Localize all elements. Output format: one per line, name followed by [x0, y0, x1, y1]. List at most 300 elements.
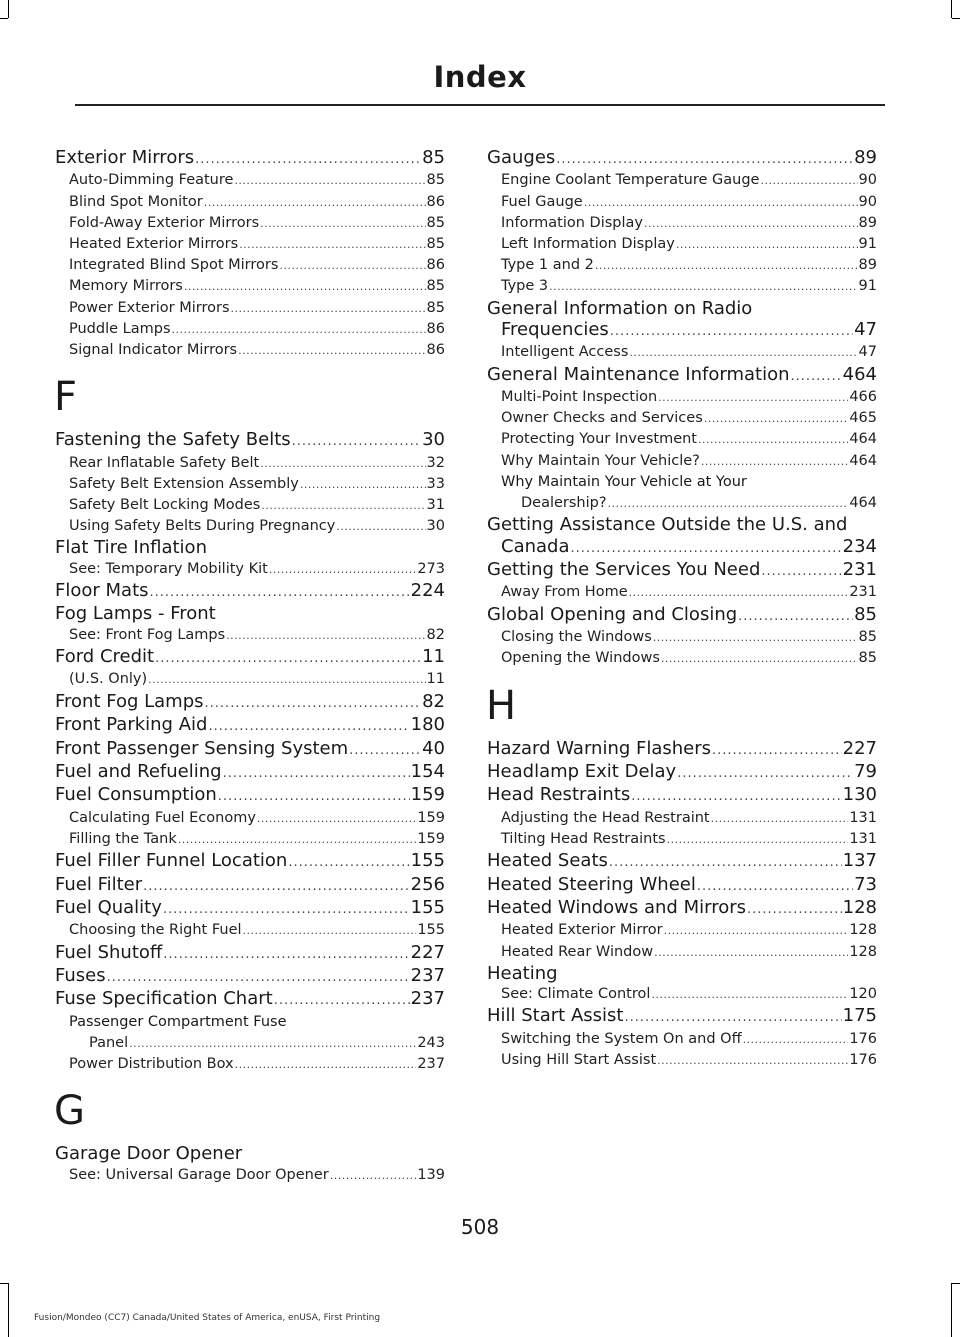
dot-leader: [172, 319, 426, 340]
entry-label: Calculating Fuel Economy: [69, 809, 256, 826]
dot-leader: [624, 1007, 841, 1028]
dot-leader: [163, 899, 410, 920]
page-ref: 273: [417, 560, 445, 577]
page-ref: 237: [410, 988, 445, 1010]
index-subentry-integrated-blind-spot-mirrors: [55, 255, 445, 276]
index-subentry-using-hill-start-assist: [487, 1050, 877, 1071]
page-ref: 237: [417, 1056, 445, 1073]
page-ref: 175: [842, 1005, 877, 1027]
index-subentry-puddle-lamps: [55, 319, 445, 340]
page-ref: 154: [410, 760, 445, 782]
page-ref: 131: [849, 809, 877, 826]
entry-label: See: Temporary Mobility Kit: [69, 560, 268, 577]
crop-mark-top-left: [8, 0, 9, 18]
index-subentry-dealership: [487, 493, 877, 514]
page-ref: 155: [410, 850, 445, 872]
dot-leader: [761, 561, 841, 582]
index-subentry-fuel-gauge: [487, 192, 877, 213]
entry-label: Auto-Dimming Feature: [69, 172, 234, 189]
dot-leader: [658, 387, 848, 408]
entry-label: Dealership?: [521, 495, 607, 512]
page-ref: 224: [410, 580, 445, 602]
index-subentry-engine-coolant-temperature-gauge: [487, 170, 877, 191]
index-entry-front-parking-aid: [55, 714, 445, 737]
index-subentry-memory-mirrors: [55, 276, 445, 297]
dot-leader: [571, 538, 842, 559]
dot-leader: [747, 899, 842, 920]
page-ref: 85: [426, 299, 445, 316]
index-subentry-blind-spot-monitor: [55, 192, 445, 213]
page-ref: 464: [849, 452, 877, 469]
dot-leader: [667, 829, 849, 850]
index-subentry-filling-the-tank: [55, 829, 445, 850]
entry-label: Filling the Tank: [69, 830, 177, 847]
dot-leader: [195, 149, 421, 170]
index-entry-heated-steering-wheel: [487, 874, 877, 897]
page-ref: 234: [842, 535, 877, 557]
index-entry-fuel-shutoff: [55, 942, 445, 965]
entry-label: Rear Inflatable Safety Belt: [69, 454, 260, 471]
index-subentry-see-temporary-mobility-kit: [55, 559, 445, 580]
index-subentry-choosing-the-right-fuel: [55, 920, 445, 941]
index-entry-fuse-specification-chart: [55, 988, 445, 1011]
entry-label: Front Fog Lamps: [55, 690, 204, 712]
index-subentry-safety-belt-locking-modes: [55, 495, 445, 516]
page-ref: 85: [422, 147, 445, 168]
entry-label: Signal Indicator Mirrors: [69, 342, 238, 359]
dot-leader: [292, 431, 421, 452]
dot-leader: [148, 669, 425, 690]
index-subentry-away-from-home: [487, 582, 877, 603]
entry-label: General Maintenance Information: [487, 363, 790, 385]
index-subentry-multi-point-inspection: [487, 387, 877, 408]
index-subentry-rear-inflatable-safety-belt: [55, 453, 445, 474]
dot-leader: [743, 1029, 849, 1050]
dot-leader: [698, 429, 848, 450]
index-entry-front-fog-lamps: [55, 691, 445, 714]
dot-leader: [269, 559, 416, 580]
crop-mark-bottom-right-h: [952, 1283, 960, 1284]
page-ref: 73: [854, 873, 877, 895]
entry-label: Heated Rear Window: [501, 943, 654, 960]
page-ref: 231: [849, 584, 877, 601]
dot-leader: [184, 276, 426, 297]
index-subentry-heated-exterior-mirror: [487, 920, 877, 941]
page-ref: 31: [426, 497, 445, 514]
dot-leader: [609, 852, 842, 873]
entry-label: Fuel Consumption: [55, 784, 217, 806]
page-ref: 227: [842, 737, 877, 759]
index-subentry-calculating-fuel-economy: [55, 808, 445, 829]
index-entry-fuses: [55, 965, 445, 988]
entry-label: Gauges: [487, 147, 556, 168]
page-ref: 176: [849, 1030, 877, 1047]
page-ref: 33: [426, 475, 445, 492]
index-entry-fuel-and-refueling: [55, 761, 445, 784]
page-ref: 130: [842, 784, 877, 806]
index-entry-fuel-quality: [55, 897, 445, 920]
entry-label: Power Exterior Mirrors: [69, 299, 230, 316]
page-ref: 85: [426, 278, 445, 295]
dot-leader: [260, 453, 425, 474]
entry-label: Using Hill Start Assist: [501, 1051, 657, 1068]
dot-leader: [610, 321, 853, 342]
dot-leader: [677, 763, 853, 784]
entry-label: Fuel Filler Funnel Location: [55, 850, 288, 872]
entry-label: Switching the System On and Off: [501, 1030, 742, 1047]
crop-mark-bottom-right: [951, 1283, 952, 1337]
index-entry-gauges: [487, 147, 877, 170]
dot-leader: [711, 808, 849, 829]
dot-leader: [243, 920, 417, 941]
page-ref: 256: [410, 873, 445, 895]
dot-leader: [261, 495, 425, 516]
title-rule: [75, 104, 885, 106]
index-entry-getting-the-services-you-need: [487, 559, 877, 582]
dot-leader: [661, 648, 858, 669]
index-heading-fog-lamps-front: Fog Lamps - Front: [55, 603, 216, 625]
page-ref: 227: [410, 941, 445, 963]
index-subheading-passenger-compartment-fuse: Passenger Compartment Fuse: [69, 1013, 287, 1030]
dot-leader: [238, 340, 425, 361]
dot-leader: [129, 1033, 416, 1054]
dot-leader: [143, 876, 409, 897]
dot-leader: [595, 255, 858, 276]
index-heading-flat-tire-inflation: Flat Tire Inflation: [55, 537, 207, 559]
index-subentry-information-display: [487, 213, 877, 234]
crop-mark-top-right-h: [952, 18, 960, 19]
entry-label: Tilting Head Restraints: [501, 830, 666, 847]
entry-label: Choosing the Right Fuel: [69, 922, 242, 939]
section-letter-g: G: [54, 1088, 85, 1135]
page-number: 508: [460, 1215, 500, 1239]
entry-label: Fuel Filter: [55, 873, 143, 895]
entry-label: Power Distribution Box: [69, 1056, 234, 1073]
index-subentry-adjusting-the-head-restraint: [487, 808, 877, 829]
entry-label: Owner Checks and Services: [501, 410, 703, 427]
page-ref: 82: [426, 626, 445, 643]
dot-leader: [208, 716, 409, 737]
index-entry-hazard-warning-flashers: [487, 738, 877, 761]
entry-label: Global Opening and Closing: [487, 603, 738, 625]
entry-label: Protecting Your Investment: [501, 431, 697, 448]
page-ref: 90: [858, 172, 877, 189]
entry-label: Fuel and Refueling: [55, 760, 222, 782]
entry-label: (U.S. Only): [69, 671, 148, 688]
dot-leader: [107, 967, 410, 988]
page-ref: 85: [858, 650, 877, 667]
index-subentry-see-universal-garage-door-opener: [55, 1165, 445, 1186]
entry-label: Fuel Gauge: [501, 193, 583, 210]
crop-mark-bottom-left: [8, 1283, 9, 1337]
index-subentry-tilting-head-restraints: [487, 829, 877, 850]
page-ref: 89: [854, 147, 877, 168]
index-subentry-protecting-your-investment: [487, 429, 877, 450]
dot-leader: [653, 627, 858, 648]
page-ref: 30: [422, 429, 445, 451]
entry-label: Type 3: [501, 278, 549, 295]
entry-label: Integrated Blind Spot Mirrors: [69, 257, 279, 274]
dot-leader: [631, 786, 841, 807]
dot-leader: [150, 582, 410, 603]
index-subentry-type-1-and-2: [487, 255, 877, 276]
dot-leader: [791, 366, 842, 387]
page-ref: 237: [410, 964, 445, 986]
page-ref: 90: [858, 193, 877, 210]
index-subentry-switching-the-system-on-and-off: [487, 1029, 877, 1050]
page-ref: 139: [417, 1166, 445, 1183]
index-entry-headlamp-exit-delay: [487, 761, 877, 784]
dot-leader: [234, 170, 425, 191]
dot-leader: [274, 990, 410, 1011]
index-subentry-u-s-only: [55, 669, 445, 690]
index-entry-fuel-consumption: [55, 784, 445, 807]
dot-leader: [704, 408, 849, 429]
entry-label: Exterior Mirrors: [55, 147, 195, 168]
entry-label: Floor Mats: [55, 580, 149, 602]
entry-label: Head Restraints: [487, 784, 631, 806]
dot-leader: [239, 234, 425, 255]
index-column-right: [487, 147, 877, 1071]
dot-leader: [697, 876, 853, 897]
page-ref: 32: [426, 454, 445, 471]
page-title: Index: [433, 60, 527, 94]
dot-leader: [336, 516, 425, 537]
page-ref: 155: [410, 896, 445, 918]
index-subheading-why-maintain-your-vehicle-at-your: Why Maintain Your Vehicle at Your: [501, 473, 747, 490]
dot-leader: [178, 829, 417, 850]
page-ref: 466: [849, 389, 877, 406]
page-ref: 91: [858, 278, 877, 295]
entry-label: Memory Mirrors: [69, 278, 183, 295]
page-ref: 180: [410, 714, 445, 736]
dot-leader: [644, 213, 858, 234]
page-ref: 89: [858, 257, 877, 274]
page-ref: 79: [854, 760, 877, 782]
index-subentry-safety-belt-extension-assembly: [55, 474, 445, 495]
page-ref: 159: [417, 809, 445, 826]
index-heading-getting-assistance-outside-the-u-s-and: Getting Assistance Outside the U.S. and: [487, 514, 848, 536]
dot-leader: [629, 342, 857, 363]
entry-label: Why Maintain Your Vehicle?: [501, 452, 700, 469]
dot-leader: [738, 606, 853, 627]
entry-label: Getting the Services You Need: [487, 559, 761, 581]
entry-label: See: Climate Control: [501, 986, 651, 1003]
page-ref: 86: [426, 257, 445, 274]
index-heading-heating: Heating: [487, 962, 558, 984]
entry-label: Engine Coolant Temperature Gauge: [501, 172, 760, 189]
section-letter-f: F: [54, 374, 78, 421]
index-subentry-type-3: [487, 276, 877, 297]
index-entry-canada: [487, 536, 877, 559]
dot-leader: [760, 170, 857, 191]
page-ref: 464: [849, 495, 877, 512]
page-ref: 159: [410, 784, 445, 806]
entry-label: Fuel Quality: [55, 896, 162, 918]
entry-label: Opening the Windows: [501, 650, 660, 667]
page-ref: 120: [849, 986, 877, 1003]
index-subentry-see-front-fog-lamps: [55, 625, 445, 646]
entry-label: Multi-Point Inspection: [501, 389, 658, 406]
crop-mark-bottom-left-h: [0, 1283, 8, 1284]
index-entry-exterior-mirrors: [55, 147, 445, 170]
page-ref: 86: [426, 193, 445, 210]
dot-leader: [231, 298, 426, 319]
index-column-left: [55, 147, 445, 1186]
index-entry-fuel-filler-funnel-location: [55, 850, 445, 873]
entry-label: Headlamp Exit Delay: [487, 760, 677, 782]
entry-label: Heated Windows and Mirrors: [487, 896, 746, 918]
index-subentry-opening-the-windows: [487, 648, 877, 669]
page-ref: 11: [422, 646, 445, 668]
entry-label: Canada: [501, 535, 570, 557]
entry-label: Type 1 and 2: [501, 257, 594, 274]
page-ref: 131: [849, 830, 877, 847]
dot-leader: [288, 852, 409, 873]
entry-label: Safety Belt Extension Assembly: [69, 475, 299, 492]
index-entry-floor-mats: [55, 580, 445, 603]
index-subentry-panel: [55, 1033, 445, 1054]
index-entry-frequencies: [487, 319, 877, 342]
entry-label: Heated Exterior Mirrors: [69, 236, 239, 253]
dot-leader: [257, 808, 416, 829]
entry-label: Adjusting the Head Restraint: [501, 809, 710, 826]
index-subentry-signal-indicator-mirrors: [55, 340, 445, 361]
dot-leader: [235, 1054, 417, 1075]
index-subentry-using-safety-belts-during-pregnancy: [55, 516, 445, 537]
dot-leader: [584, 192, 858, 213]
page-ref: 231: [842, 559, 877, 581]
index-subentry-closing-the-windows: [487, 627, 877, 648]
page-ref: 30: [426, 518, 445, 535]
page-ref: 85: [426, 214, 445, 231]
dot-leader: [223, 763, 410, 784]
entry-label: Information Display: [501, 214, 643, 231]
index-subentry-owner-checks-and-services: [487, 408, 877, 429]
dot-leader: [629, 582, 849, 603]
index-subentry-power-exterior-mirrors: [55, 298, 445, 319]
entry-label: Fold-Away Exterior Mirrors: [69, 214, 260, 231]
page-ref: 85: [854, 603, 877, 625]
index-entry-global-opening-and-closing: [487, 604, 877, 627]
entry-label: Fuses: [55, 964, 106, 986]
entry-label: Fastening the Safety Belts: [55, 429, 291, 451]
dot-leader: [654, 942, 848, 963]
entry-label: Hill Start Assist: [487, 1005, 624, 1027]
entry-label: Safety Belt Locking Modes: [69, 497, 261, 514]
page-ref: 464: [849, 431, 877, 448]
entry-label: Puddle Lamps: [69, 320, 171, 337]
entry-label: Heated Steering Wheel: [487, 873, 696, 895]
dot-leader: [205, 693, 422, 714]
dot-leader: [657, 1050, 848, 1071]
page-ref: 91: [858, 236, 877, 253]
page-ref: 11: [426, 671, 445, 688]
entry-label: Left Information Display: [501, 236, 675, 253]
index-entry-heated-windows-and-mirrors: [487, 897, 877, 920]
page-ref: 40: [422, 737, 445, 759]
index-subentry-heated-exterior-mirrors: [55, 234, 445, 255]
index-subentry-intelligent-access: [487, 342, 877, 363]
index-heading-garage-door-opener: Garage Door Opener: [55, 1143, 243, 1165]
page-ref: 82: [422, 690, 445, 712]
dot-leader: [218, 786, 410, 807]
entry-label: Fuse Specification Chart: [55, 988, 273, 1010]
entry-label: Using Safety Belts During Pregnancy: [69, 518, 336, 535]
dot-leader: [163, 944, 409, 965]
index-subentry-power-distribution-box: [55, 1054, 445, 1075]
index-entry-heated-seats: [487, 850, 877, 873]
page-ref: 137: [842, 850, 877, 872]
entry-label: Intelligent Access: [501, 344, 629, 361]
entry-label: Blind Spot Monitor: [69, 193, 203, 210]
index-entry-fastening-the-safety-belts: [55, 429, 445, 452]
index-entry-head-restraints: [487, 784, 877, 807]
page-ref: 465: [849, 410, 877, 427]
entry-label: Heated Exterior Mirror: [501, 922, 663, 939]
dot-leader: [676, 234, 858, 255]
index-subentry-why-maintain-your-vehicle: [487, 451, 877, 472]
dot-leader: [260, 213, 425, 234]
entry-label: Fuel Shutoff: [55, 941, 163, 963]
dot-leader: [549, 276, 857, 297]
index-entry-fuel-filter: [55, 874, 445, 897]
dot-leader: [349, 740, 421, 761]
dot-leader: [712, 740, 842, 761]
page-ref: 464: [842, 363, 877, 385]
entry-label: Hazard Warning Flashers: [487, 737, 712, 759]
dot-leader: [279, 255, 425, 276]
page-ref: 85: [426, 236, 445, 253]
index-subentry-heated-rear-window: [487, 942, 877, 963]
dot-leader: [155, 648, 421, 669]
index-heading-general-information-on-radio: General Information on Radio: [487, 297, 753, 319]
index-subentry-fold-away-exterior-mirrors: [55, 213, 445, 234]
page-ref: 159: [417, 830, 445, 847]
page-ref: 89: [858, 214, 877, 231]
page-ref: 176: [849, 1051, 877, 1068]
page-ref: 128: [849, 922, 877, 939]
dot-leader: [300, 474, 426, 495]
page-ref: 155: [417, 922, 445, 939]
page-ref: 47: [858, 344, 877, 361]
page-ref: 86: [426, 342, 445, 359]
entry-label: Ford Credit: [55, 646, 155, 668]
dot-leader: [226, 625, 425, 646]
crop-mark-top-left-h: [0, 18, 8, 19]
index-entry-ford-credit: [55, 646, 445, 669]
index-entry-front-passenger-sensing-system: [55, 738, 445, 761]
crop-mark-top-right: [951, 0, 952, 18]
page-ref: 243: [417, 1034, 445, 1051]
page-ref: 86: [426, 320, 445, 337]
index-entry-general-maintenance-information: [487, 364, 877, 387]
entry-label: Front Passenger Sensing System: [55, 737, 349, 759]
index-subentry-auto-dimming-feature: [55, 170, 445, 191]
entry-label: Heated Seats: [487, 850, 608, 872]
dot-leader: [651, 984, 848, 1005]
dot-leader: [556, 149, 853, 170]
section-letter-h: H: [486, 682, 517, 729]
page-ref: 128: [842, 896, 877, 918]
index-subentry-see-climate-control: [487, 984, 877, 1005]
entry-label: Closing the Windows: [501, 629, 652, 646]
dot-leader: [204, 192, 426, 213]
entry-label: Away From Home: [501, 584, 628, 601]
entry-label: See: Universal Garage Door Opener: [69, 1166, 329, 1183]
entry-label: Panel: [89, 1034, 129, 1051]
footer-text: Fusion/Mondeo (CC7) Canada/United States of America, enUSA, First Printing: [34, 1313, 381, 1323]
